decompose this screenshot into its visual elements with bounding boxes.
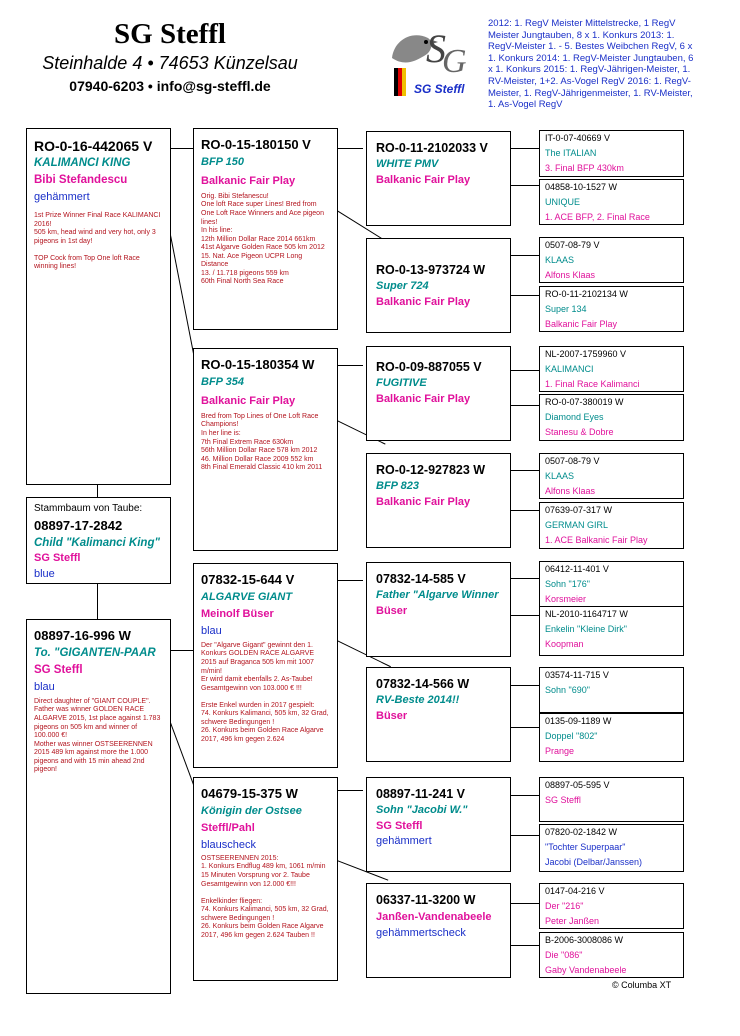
mmf-name: Sohn "Jacobi W." [376, 804, 468, 817]
mmf-ring: 08897-11-241 V [376, 787, 465, 801]
breeder-name: SG Steffl [114, 18, 226, 50]
mother-father-owner: Meinolf Büser [201, 607, 274, 620]
ancestor-ring: B-2006-3008086 W [545, 935, 624, 945]
pedigree-title: Stammbaum von Taube: [34, 503, 143, 514]
ancestor-info: Koopman [545, 639, 584, 650]
mmm-ring: 06337-11-3200 W [376, 893, 476, 907]
ancestor-info: Stanesu & Dobre [545, 427, 614, 438]
ancestor-ring: 08897-05-595 V [545, 780, 610, 790]
connector-line [337, 790, 363, 791]
father-color: gehämmert [34, 191, 90, 204]
father-ring: RO-0-16-442065 V [34, 138, 153, 154]
mff-card [366, 562, 511, 657]
ancestor-card [539, 824, 684, 872]
mother-card [26, 619, 171, 994]
fff-card [366, 131, 511, 226]
ancestor-card [539, 453, 684, 499]
fmm-owner: Balkanic Fair Play [376, 496, 471, 509]
father-father-notes: Orig. Bibi Stefanescu! One loft Race super Lines! Bred from One Loft Race Winners and Ace pigeon lines! In his line: 12th Million Dollar Race 2014 661km 41st Algarve Golden Race 505 km 2012 15. Nat. Ace Pigeon UCPR Long Distance 13. / 11.718 pigeons 559 km 60th Final North Sea Race [201, 192, 325, 286]
ancestor-card [539, 606, 684, 656]
connector-line [510, 370, 540, 371]
fmf-ring: RO-0-09-887055 V [376, 360, 482, 374]
mff-name: Father "Algarve Winner [376, 589, 499, 602]
ancestor-name: "Tochter Superpaar" [545, 842, 626, 853]
mother-father-color: blau [201, 624, 222, 637]
mother-mother-card [193, 777, 338, 981]
mother-father-ring: 07832-15-644 V [201, 572, 295, 587]
connector-line [510, 295, 540, 296]
fmf-card [366, 346, 511, 441]
father-father-card [193, 128, 338, 330]
ancestor-card [539, 179, 684, 225]
mother-mother-notes: OSTSEERENNEN 2015: 1. Konkurs Endflug 489 km, 1061 m/min 15 Minuten Vorsprung vor 2. Taube Gesamtgewinn von 12.000 €!!! Enkelkinder fliegen: 74. Konkurs Kalimanci, 505 km, 32 Grad, schwere Bedingungen ! 26. Konkurs beim Golden Race Algarve 2017, 496 km gegen 2.624 Tauben !! [201, 854, 329, 939]
mother-father-card [193, 563, 338, 768]
ancestor-card [539, 561, 684, 607]
father-father-ring: RO-0-15-180150 V [201, 137, 311, 152]
ancestor-ring: 04858-10-1527 W [545, 182, 618, 192]
father-mother-name: BFP 354 [201, 375, 245, 388]
ancestor-ring: 0147-04-216 V [545, 886, 605, 896]
ffm-card [366, 238, 511, 333]
connector-line [510, 727, 540, 728]
ancestor-ring: 0507-08-79 V [545, 456, 600, 466]
father-mother-owner: Balkanic Fair Play [201, 394, 296, 407]
svg-text:G: G [442, 43, 467, 80]
ancestor-card [539, 777, 684, 822]
subject-color: blue [34, 567, 55, 580]
ancestor-name: KLAAS [545, 471, 575, 482]
ancestor-info: 1. Final Race Kalimanci [545, 379, 640, 390]
fmm-card [366, 453, 511, 548]
father-mother-ring: RO-0-15-180354 W [201, 357, 315, 372]
father-mother-card [193, 348, 338, 551]
ancestor-card [539, 932, 684, 978]
ancestor-info: 1. ACE BFP, 2. Final Race [545, 212, 650, 223]
ancestor-info: Prange [545, 746, 575, 757]
ancestor-name: GERMAN GIRL [545, 520, 609, 531]
fmm-ring: RO-0-12-927823 W [376, 463, 486, 477]
ancestor-card [539, 286, 684, 332]
mmf-color: gehämmert [376, 835, 432, 848]
connector-line [337, 365, 363, 366]
ancestor-name: Sohn "690" [545, 685, 590, 696]
subject-ring: 08897-17-2842 [34, 518, 123, 533]
ancestor-name: Doppel "802" [545, 731, 598, 742]
ffm-ring: RO-0-13-973724 W [376, 263, 486, 277]
mother-notes: Direct daughter of "GIANT COUPLE". Father was winner GOLDEN RACE ALGARVE 2015, 1st place against 1.783 pigeons on 505 km and winner of 100.000 €! Mother was winner OSTSEERENNEN 2015 489 km against more the 1.000 pigeons and with 15 min ahead 2nd pigeon! [34, 697, 161, 774]
ancestor-info: 1. ACE Balkanic Fair Play [545, 535, 648, 546]
breeder-address: Steinhalde 4 • 74653 Künzelsau [42, 53, 298, 73]
connector-line [510, 255, 540, 256]
ancestor-ring: IT-0-07-40669 V [545, 133, 611, 143]
connector-line [97, 484, 98, 498]
connector-line [510, 615, 540, 616]
ancestor-info: Peter Janßen [545, 916, 600, 927]
ancestor-name: Super 134 [545, 304, 587, 315]
father-mother-notes: Bred from Top Lines of One Loft Race Champions! In her line is: 7th Final Extrem Race 630km 56th Million Dollar Race 578 km 2012 46. Million Dollar Race 2009 552 km 8th Final Emerald Classic 410 km 2011 [201, 412, 323, 472]
ancestor-name: Enkelin "Kleine Dirk" [545, 624, 627, 635]
ancestor-ring: NL-2007-1759960 V [545, 349, 627, 359]
ffm-name: Super 724 [376, 280, 429, 293]
connector-line [510, 510, 540, 511]
header [40, 18, 340, 94]
connector-line [337, 580, 363, 581]
mmm-name: Janßen-Vandenabeele [376, 911, 492, 924]
ancestor-ring: 06412-11-401 V [545, 564, 609, 574]
ancestor-card [539, 883, 684, 929]
mfm-ring: 07832-14-566 W [376, 677, 470, 691]
ancestor-card [539, 713, 684, 762]
ancestor-info: Gaby Vandenabeele [545, 965, 627, 976]
ancestor-info: Alfons Klaas [545, 270, 596, 281]
mother-mother-ring: 04679-15-375 W [201, 786, 298, 801]
ancestor-name: Der "216" [545, 901, 584, 912]
ancestor-ring: RO-0-07-380019 W [545, 397, 624, 407]
ancestor-name: Die "086" [545, 950, 583, 961]
ancestor-card [539, 667, 684, 713]
ancestor-ring: 07820-02-1842 W [545, 827, 618, 837]
mmm-owner: gehämmertscheck [376, 927, 466, 940]
connector-line [510, 685, 540, 686]
ancestor-name: KALIMANCI [545, 364, 594, 375]
fff-ring: RO-0-11-2102033 V [376, 141, 488, 155]
connector-line [170, 148, 194, 149]
father-father-owner: Balkanic Fair Play [201, 174, 296, 187]
fmm-name: BFP 823 [376, 480, 420, 493]
ancestor-card [539, 346, 684, 392]
mff-ring: 07832-14-585 V [376, 572, 466, 586]
ancestor-card [539, 237, 684, 283]
ancestor-card [539, 130, 684, 177]
ancestor-name: SG Steffl [545, 795, 581, 806]
copyright: © Columba XT [612, 980, 672, 990]
ancestor-ring: NL-2010-1164717 W [545, 609, 628, 619]
mff-owner: Büser [376, 605, 408, 618]
connector-line [337, 148, 363, 149]
mfm-name: RV-Beste 2014!! [376, 694, 460, 707]
ancestor-ring: RO-0-11-2102134 W [545, 289, 628, 299]
connector-line [510, 148, 540, 149]
father-owner: Bibi Stefandescu [34, 174, 128, 187]
ancestor-info: 3. Final BFP 430km [545, 163, 624, 174]
ancestor-card [539, 502, 684, 549]
breeder-contact: 07940-6203 • info@sg-steffl.de [69, 78, 271, 94]
ancestor-ring: 03574-11-715 V [545, 670, 609, 680]
ancestor-ring: 0135-09-1189 W [545, 716, 612, 726]
ancestor-name: Sohn "176" [545, 579, 590, 590]
ancestor-card [539, 394, 684, 441]
mother-name: To. "GIGANTEN-PAAR [34, 646, 156, 659]
achievements-text: 2012: 1. RegV Meister Mittelstrecke, 1 RegV Meister Jungtauben, 8 x 1. Konkurs 2013: 1. RegV-Meister 1. - 5. Bestes Weibchen RegV, 6 x 1. Konkurs 2014: 1. RegV-Meister Jungtauben, 6 x 1. Konkurs 2015: 1. RegV-Jährigen-Meister, 1. RV-Meister, 1+2. As-Vogel RegV 2016: 1. RegV-Meister, 1. RegV-Jährigenmeister, 1. RV-Meister, 1. As-Vogel RegV [488, 18, 694, 111]
mmf-card [366, 777, 511, 872]
mmm-card [366, 883, 511, 978]
subject-card [26, 497, 171, 584]
connector-line [510, 185, 540, 186]
mother-father-name: ALGARVE GIANT [201, 590, 293, 603]
connector-line [97, 583, 98, 619]
father-card [26, 128, 171, 485]
mother-mother-color: blauscheck [201, 838, 257, 851]
ancestor-name: Diamond Eyes [545, 412, 604, 423]
logo-caption: SG Steffl [414, 82, 465, 96]
connector-line [510, 945, 540, 946]
mfm-card [366, 667, 511, 762]
connector-line [170, 650, 194, 651]
mother-owner: SG Steffl [34, 663, 83, 676]
ancestor-ring: 0507-08-79 V [545, 240, 600, 250]
ancestor-info: Jacobi (Delbar/Janssen) [545, 857, 643, 868]
father-notes: 1st Prize Winner Final Race KALIMANCI 2016! 505 km, head wind and very hot, only 3 pigeons in 1st day! TOP Cock from Top One loft Race winning lines! [34, 212, 161, 271]
fff-owner: Balkanic Fair Play [376, 174, 471, 187]
mmf-owner: SG Steffl [376, 820, 423, 833]
svg-text:S: S [426, 26, 446, 71]
subject-owner: SG Steffl [34, 551, 81, 564]
connector-line [510, 578, 540, 579]
ancestor-ring: 07639-07-317 W [545, 505, 613, 515]
mfm-owner: Büser [376, 710, 408, 723]
connector-line [510, 795, 540, 796]
mother-father-notes: Der "Algarve Gigant" gewinnt den 1. Konkurs GOLDEN RACE ALGARVE 2015 auf Braganca 505 km mit 1007 m/min! Er wird damit ebenfalls 2. As-Taube! Gesamtgewinn von 103.000 € !!! Erste Enkel wurden in 2017 gespielt: 74. Konkurs Kalimanci, 505 km, 32 Grad, schwere Bedingungen ! 26. Konkurs beim Golden Race Algarve 2017, 496 km gegen 2.624 [201, 641, 329, 743]
mother-mother-name: Königin der Ostsee [201, 804, 302, 817]
ancestor-info: Alfons Klaas [545, 486, 596, 497]
ancestor-info: Balkanic Fair Play [545, 319, 618, 330]
mother-ring: 08897-16-996 W [34, 628, 131, 643]
ffm-owner: Balkanic Fair Play [376, 296, 471, 309]
father-father-name: BFP 150 [201, 155, 245, 168]
mother-mother-owner: Steffl/Pahl [201, 821, 255, 834]
connector-line [510, 835, 540, 836]
ancestor-name: UNIQUE [545, 197, 581, 208]
subject-name: Child "Kalimanci King" [34, 536, 160, 549]
ancestor-name: KLAAS [545, 255, 575, 266]
logo [384, 18, 470, 102]
connector-line [510, 903, 540, 904]
connector-line [510, 470, 540, 471]
fmf-name: FUGITIVE [376, 377, 427, 390]
ancestor-info: Korsmeier [545, 594, 587, 605]
father-name: KALIMANCI KING [34, 157, 131, 170]
mother-color: blau [34, 680, 55, 693]
ancestor-name: The ITALIAN [545, 148, 597, 159]
connector-line [510, 405, 540, 406]
fmf-owner: Balkanic Fair Play [376, 393, 471, 406]
fff-name: WHITE PMV [376, 158, 439, 171]
